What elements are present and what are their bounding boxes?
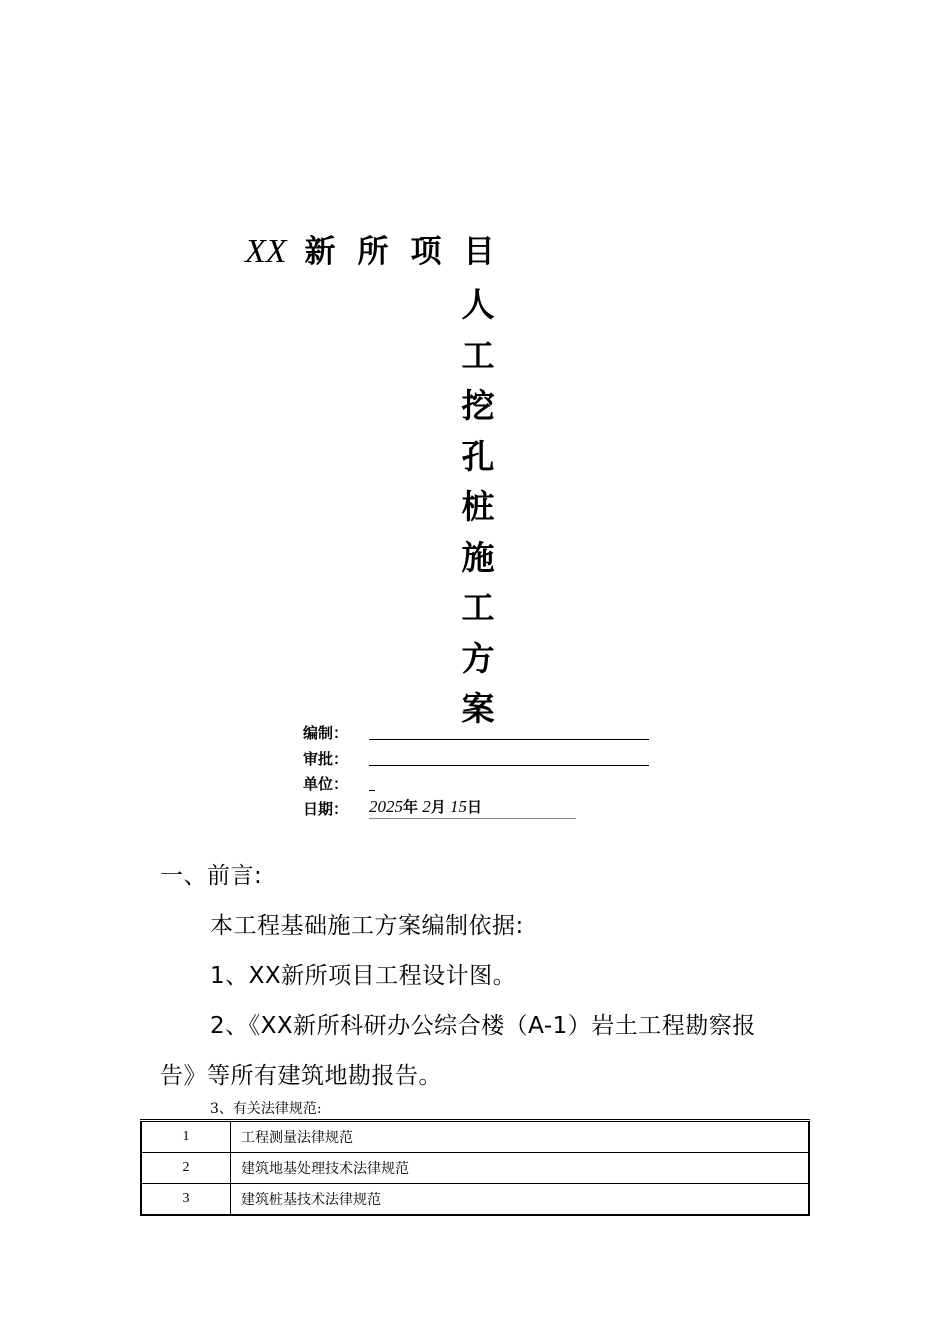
date-month-char: 月 xyxy=(430,798,446,816)
row-number: 3 xyxy=(141,1184,231,1216)
unit-line xyxy=(369,790,375,791)
title-char: 孔 xyxy=(461,436,495,476)
title-char: 方 xyxy=(461,638,495,678)
title-project-name: 新所项目 xyxy=(304,234,517,270)
title-prefix: XX xyxy=(245,233,287,270)
compiled-by-row xyxy=(303,721,348,745)
date-year: 2025 xyxy=(369,797,403,816)
date-value xyxy=(369,795,482,819)
laws-table xyxy=(140,1119,810,1216)
title-char: 案 xyxy=(461,689,495,728)
title-char: 桩 xyxy=(461,487,495,526)
compiled-by-label: 编制： xyxy=(303,724,349,742)
title-char: 挖 xyxy=(461,386,495,425)
basis-item-2-continued: 告》等所有建筑地勘报告。 xyxy=(160,1063,442,1089)
basis-item-3: 3、有关法律规范: xyxy=(210,1101,322,1117)
approved-by-label: 审批： xyxy=(303,750,349,768)
law-name: 工程测量法律规范 xyxy=(231,1121,810,1153)
title-char: 人 xyxy=(461,285,495,324)
table-row xyxy=(141,1121,809,1153)
row-number: 2 xyxy=(141,1153,231,1184)
basis-item-1: 1、XX新所项目工程设计图。 xyxy=(210,963,517,989)
compiled-by-line xyxy=(369,739,649,740)
approved-by-row xyxy=(303,747,348,771)
title-char: 工 xyxy=(461,335,495,375)
date-month: 2 xyxy=(422,797,431,816)
date-day: 15 xyxy=(450,797,468,816)
preface-heading: 一、前言: xyxy=(160,863,263,889)
date-day-char: 日 xyxy=(467,798,483,816)
document-title-vertical xyxy=(456,280,500,735)
date-label: 日期： xyxy=(303,800,349,818)
preface-intro: 本工程基础施工方案编制依据: xyxy=(210,913,524,939)
law-name: 建筑地基处理技术法律规范 xyxy=(231,1153,810,1184)
title-char: 工 xyxy=(461,588,495,627)
date-line xyxy=(369,818,576,819)
unit-label: 单位： xyxy=(303,775,349,793)
date-row xyxy=(303,797,483,821)
approved-by-line xyxy=(369,765,649,766)
date-year-char: 年 xyxy=(403,798,419,816)
row-number: 1 xyxy=(141,1121,231,1153)
law-name: 建筑桩基技术法律规范 xyxy=(231,1184,810,1216)
unit-row xyxy=(303,772,348,796)
document-title-line xyxy=(245,226,517,270)
title-char: 施 xyxy=(461,537,495,577)
table-row xyxy=(141,1184,809,1216)
basis-item-2: 2、《XX新所科研办公综合楼（A-1）岩土工程勘察报 xyxy=(210,1013,756,1039)
table-row xyxy=(141,1153,809,1184)
